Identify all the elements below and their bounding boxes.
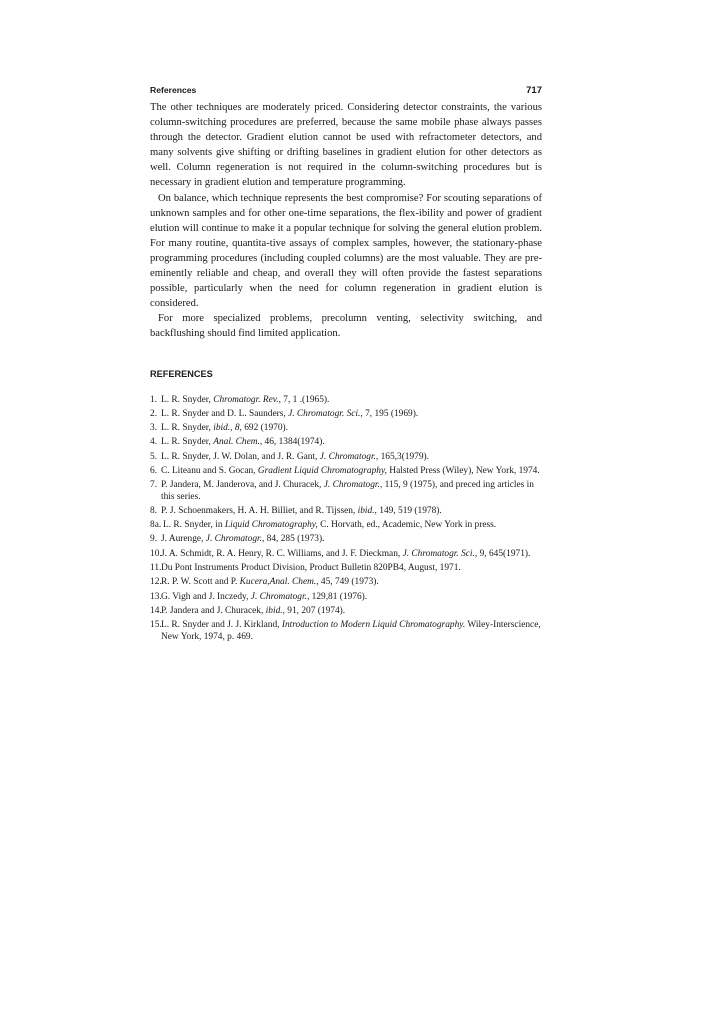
- reference-authors: L. R. Snyder, in: [163, 520, 225, 531]
- reference-item: [150, 452, 542, 463]
- reference-details: 7, 195 (1969).: [362, 408, 419, 419]
- reference-details: 149, 519 (1978).: [376, 505, 442, 516]
- reference-details: C. Horvath, ed., Academic, New York in press.: [317, 520, 497, 531]
- reference-authors: C. Liteanu and S. Gocan,: [161, 465, 258, 476]
- reference-number: 13.: [150, 591, 162, 602]
- reference-authors: P. Jandera and J. Churacek,: [161, 605, 266, 616]
- reference-journal: Kucera,Anal. Chem.,: [239, 577, 319, 588]
- reference-journal: Introduction to Modern Liquid Chromatography.: [281, 620, 466, 631]
- reference-journal: J. Chromatogr.,: [205, 534, 265, 545]
- reference-item: [150, 395, 542, 406]
- reference-text: [161, 466, 542, 477]
- reference-text: [161, 409, 542, 420]
- reference-authors: P. J. Schoenmakers, H. A. H. Billiet, and R. Tijssen,: [161, 505, 358, 516]
- reference-authors: L. R. Snyder,: [161, 423, 214, 434]
- reference-journal: J. Chromatogr.,: [319, 451, 379, 462]
- section-title: References: [150, 85, 197, 95]
- reference-number: 1.: [150, 394, 158, 405]
- paragraph: For more specialized problems, precolumn venting, selectivity switching, and backflushing should find limited application.: [150, 313, 542, 340]
- reference-number: 11.: [150, 563, 162, 574]
- reference-details: 84, 285 (1973).: [264, 534, 325, 545]
- reference-number: 4.: [150, 437, 158, 448]
- reference-authors: L. R. Snyder and J. J. Kirkland,: [161, 620, 282, 631]
- reference-authors: G. Vigh and J. Inczedy,: [161, 591, 251, 602]
- reference-details: 46, 1384(1974).: [262, 437, 325, 448]
- reference-details: 692 (1970).: [241, 423, 288, 434]
- reference-authors: P. Jandera, M. Janderova, and J. Churacek,: [161, 480, 324, 491]
- reference-text: [161, 437, 542, 448]
- reference-authors: J. Aurenge,: [161, 534, 206, 545]
- reference-authors: R. P. W. Scott and P.: [161, 577, 240, 588]
- reference-number: 7.: [150, 480, 158, 491]
- reference-number: 15.: [150, 620, 162, 631]
- reference-number: 14.: [150, 605, 162, 616]
- reference-text: [161, 563, 542, 574]
- reference-text: [161, 506, 542, 517]
- reference-details: Halsted Press (Wiley), New York, 1974.: [386, 465, 540, 476]
- reference-journal: Liquid Chromatography,: [224, 520, 318, 531]
- running-header: [150, 84, 542, 97]
- reference-journal: ibid.,: [357, 505, 377, 516]
- reference-text: [161, 423, 542, 434]
- reference-number: 2.: [150, 408, 158, 419]
- reference-item: [150, 480, 542, 503]
- page-number: 717: [526, 85, 542, 96]
- reference-item: [150, 437, 542, 448]
- reference-text: [161, 395, 542, 406]
- reference-details: 91, 207 (1974).: [284, 605, 346, 616]
- reference-number: 8.: [150, 505, 158, 516]
- reference-details: 9, 645(1971).: [477, 548, 531, 559]
- reference-item: [150, 466, 542, 477]
- reference-details: 7, 1 .(1965).: [280, 394, 330, 405]
- reference-journal: ibid., 8,: [213, 423, 242, 434]
- page-content: [150, 84, 542, 646]
- reference-number: 5.: [150, 451, 158, 462]
- reference-journal: Anal. Chem.,: [213, 437, 263, 448]
- reference-authors: J. A. Schmidt, R. A. Henry, R. C. Williams, and J. F. Dieckman,: [161, 548, 403, 559]
- reference-text: [161, 480, 542, 503]
- reference-text: [161, 549, 542, 560]
- reference-list: [150, 395, 542, 643]
- reference-text: [161, 592, 542, 603]
- reference-text: [161, 620, 542, 643]
- reference-details: 129,81 (1976).: [309, 591, 368, 602]
- reference-text: [161, 606, 542, 617]
- reference-number: 9.: [150, 534, 158, 545]
- reference-item: [150, 506, 542, 517]
- paragraph: On balance, which technique represents the best compromise? For scouting separations of unknown samples and for other one-time separations, the flex-ibility and power of gradient elution will continue to make it a popular technique for solving the general elution problem. For many routine, quantita-tive assays of complex samples, however, the stationary-phase programming procedures (including coupled columns) are the most valuable. They are pre-eminently reliable and cheap, and overall they will often provide the fastest separations possible, particularly when the need for column regeneration in gradient elution is considered.: [150, 192, 542, 310]
- reference-item: [150, 606, 542, 617]
- reference-number: 3.: [150, 423, 158, 434]
- reference-item: [150, 409, 542, 420]
- reference-text: [161, 577, 542, 588]
- reference-text: [161, 452, 542, 463]
- reference-details: 45, 749 (1973).: [318, 577, 379, 588]
- reference-authors: L. R. Snyder,: [161, 437, 214, 448]
- reference-journal: ibid.,: [265, 605, 285, 616]
- reference-journal: Gradient Liquid Chromatography,: [257, 465, 387, 476]
- reference-item: [150, 549, 542, 560]
- reference-number: 12.: [150, 577, 162, 588]
- references-heading: REFERENCES: [150, 368, 213, 379]
- reference-text: [163, 520, 542, 531]
- reference-details: 165,3(1979).: [378, 451, 430, 462]
- reference-authors: L. R. Snyder,: [161, 394, 214, 405]
- reference-details: 115, 9 (1975), and preced ing articles in this series.: [161, 480, 534, 502]
- reference-item: [150, 577, 542, 588]
- reference-authors: L. R. Snyder, J. W. Dolan, and J. R. Gant,: [161, 451, 320, 462]
- reference-journal: J. Chromatogr. Sci.,: [288, 408, 363, 419]
- reference-item: [150, 620, 542, 643]
- reference-item: [150, 423, 542, 434]
- reference-journal: J. Chromatogr.,: [250, 591, 310, 602]
- reference-details: Wiley-Interscience, New York, 1974, p. 469.: [161, 620, 541, 642]
- reference-item: [150, 534, 542, 545]
- paragraph: The other techniques are moderately priced. Considering detector constraints, the various column-switching procedures are preferred, because the same mobile phase always passes through the detector. Gradient elution cannot be used with refractometer detectors, and many solvents give shifting or drifting baselines in gradient elution for other detectors as well. Column regeneration is not required in the column-switching procedures but is necessary in gradient elution and temperature programming.: [150, 102, 542, 189]
- reference-authors: Du Pont Instruments Product Division, Product Bulletin 820PB4, August, 1971.: [161, 563, 461, 574]
- reference-number: 8a.: [150, 520, 162, 531]
- reference-number: 6.: [150, 465, 158, 476]
- reference-authors: L. R. Snyder and D. L. Saunders,: [161, 408, 289, 419]
- reference-journal: Chromatogr. Rev.,: [213, 394, 281, 405]
- reference-item: [150, 563, 542, 574]
- reference-journal: J. Chromatogr.,: [323, 480, 383, 491]
- reference-item: [150, 592, 542, 603]
- reference-number: 10.: [150, 548, 162, 559]
- reference-journal: J. Chromatogr. Sci.,: [402, 548, 478, 559]
- reference-text: [161, 534, 542, 545]
- reference-item: [150, 520, 542, 531]
